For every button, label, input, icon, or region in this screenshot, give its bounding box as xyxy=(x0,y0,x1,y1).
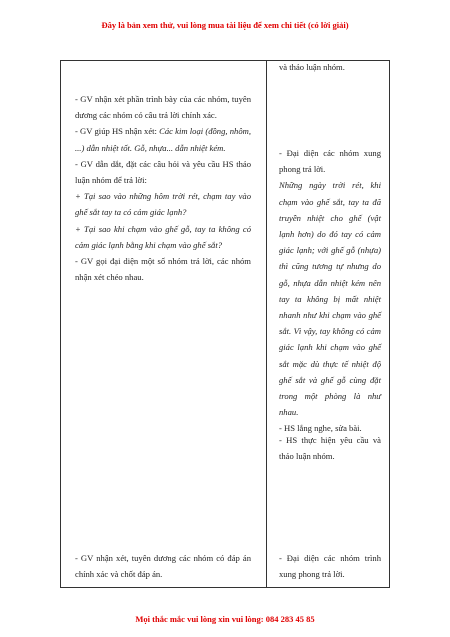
student-top-text: và thảo luận nhóm. xyxy=(279,62,345,72)
student-activities-block-3 xyxy=(279,550,381,582)
teacher-activities-block-1 xyxy=(75,91,251,285)
student-activities-block-2 xyxy=(279,432,381,464)
teacher-step-1: - GV nhận xét phần trình bày của các nhóm, tuyên dương các nhóm có câu trả lời chính xác. xyxy=(75,94,251,121)
teacher-activities-block-2 xyxy=(75,550,251,582)
student-answer-intro: - Đại diện các nhóm xung phong trả lời. xyxy=(279,148,381,175)
column-divider xyxy=(266,61,267,587)
teacher-step-3: - GV dẫn dắt, đặt các câu hỏi và yêu cầu HS thảo luận nhóm để trả lời: xyxy=(75,158,251,186)
teacher-step-2: - GV giúp HS nhận xét: Các kim loại (đồng, nhôm, ...) dẫn nhiệt tốt. Gỗ, nhựa... dẫn nhiệt kém. xyxy=(75,126,251,153)
preview-banner: Đây là bản xem thử, vui lòng mua tài liệu để xem chi tiết (có lời giải) xyxy=(101,20,349,30)
teacher-question-1: + Tại sao vào những hôm trời rét, chạm tay vào ghế sắt tay ta có cảm giác lạnh? xyxy=(75,191,251,218)
student-activity-top xyxy=(279,59,381,75)
student-activities-block-1 xyxy=(279,145,381,437)
student-answer-2: - Đại diện các nhóm trình xung phong trả lời. xyxy=(279,553,381,580)
teacher-question-2: + Tại sao khi chạm vào ghế gỗ, tay ta không có cảm giác lạnh bằng khi chạm vào ghế sắt? xyxy=(75,223,251,250)
teacher-step-5: - GV nhận xét, tuyên dương các nhóm có đáp án chính xác và chốt đáp án. xyxy=(75,553,251,580)
student-listen: - HS lắng nghe, sửa bài. xyxy=(279,423,362,434)
contact-footer: Mọi thắc mắc vui lòng xin vui lòng: 084 283 45 85 xyxy=(135,614,315,624)
student-perform: - HS thực hiện yêu cầu và thảo luận nhóm. xyxy=(279,435,381,462)
teacher-step-2-conclusion: Các kim loại (đồng, nhôm, ...) dẫn nhiệt tốt. Gỗ, nhựa... dẫn nhiệt kém. xyxy=(75,126,251,153)
teacher-step-4: - GV gọi đại diện một số nhóm trả lời, các nhóm nhận xét chéo nhau. xyxy=(75,256,251,283)
student-answer-explanation: Những ngày trời rét, khi chạm vào ghế sắt, tay ta đã truyền nhiệt cho ghế (vật lạnh hơn) do đó tay có cảm giác lạnh; với ghế gỗ (nhựa) thì cũng tương tự nhưng do gỗ, nhựa dẫn nhiệt kém nên tay ta không bị mất nhiệt nhanh như khi chạm vào ghế sắt. Vì vậy, tay không có cảm giác lạnh khi chạm vào ghế sắt mặc dù thực tế nhiệt độ ghế sắt và ghế gỗ cùng đặt trong một phòng là như nhau. xyxy=(279,180,381,418)
lesson-table xyxy=(60,60,390,588)
